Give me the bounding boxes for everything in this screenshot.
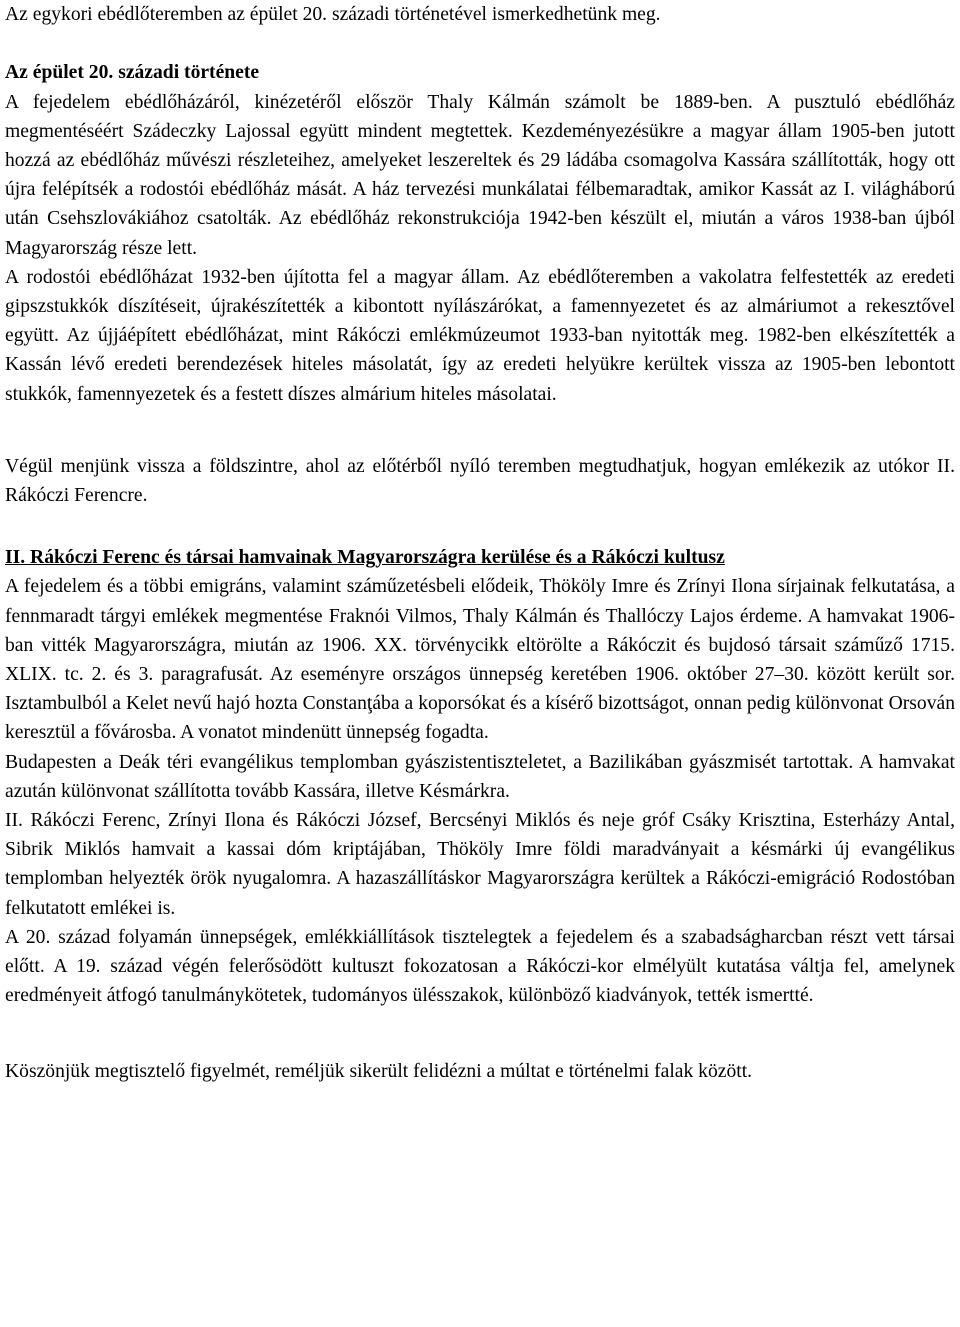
- section-heading-rakoczi-cult: II. Rákóczi Ferenc és társai hamvainak Magyarországra kerülése és a Rákóczi kultusz: [5, 547, 725, 569]
- section-heading-building-history: Az épület 20. századi története: [5, 62, 260, 84]
- closing-text: Köszönjük megtisztelő figyelmét, reméljük sikerült felidézni a múltat e történelmi falak között.: [5, 1061, 753, 1083]
- spacer: [5, 1010, 955, 1057]
- section-paragraph: A fejedelem ebédlőházáról, kinézetéről először Thaly Kálmán számolt be 1889-ben. A pusztuló ebédlőház megmentéséért Szádeczky Lajossal együtt mindent megtettek. Kezdeményezésükre a magyar állam 1905-ben jutott hozzá az ebédlőház művészi részleteihez, amelyeket leszereltek és 29 ládába csomagolva Kassára szállították, hogy ott újra felépítsék a rodostói ebédlőház mását. A ház tervezési munkálatai félbemaradtak, amikor Kassát az I. világháború után Csehszlovákiához csatolták. Az ebédlőház rekonstrukciója 1942-ben készült el, miután a város 1938-ban újból Magyarország része lett.: [5, 91, 955, 259]
- document-page: [5, 0, 955, 1087]
- spacer: [5, 29, 955, 58]
- section-paragraph: A fejedelem és a többi emigráns, valamint száműzetésbeli elődeik, Thököly Imre és Zrínyi Ilona sírjainak felkutatása, a fennmaradt tárgyi emlékek megmentése Fraknói Vilmos, Thaly Kálmán és Thallóczy Lajos érdeme. A hamvakat 1906-ban vitték Magyarországra, miután az 1906. XX. törvénycikk eltörölte a Rákóczit és bujdosó társait száműző 1715. XLIX. tc. 2. és 3. paragrafusát. Az eseményre országos ünnepség keretében 1906. október 27–30. között került sor. Isztambulból a Kelet nevű hajó hozta Constanţába a koporsókat és a kísérő bizottságot, onnan pedig különvonat Orsován keresztül a fővárosba. A vonatot mindenütt ünnepség fogadta.: [5, 576, 955, 744]
- spacer: [5, 409, 955, 452]
- section-paragraph: Budapesten a Deák téri evangélikus templomban gyászistentiszteletet, a Bazilikában gyászmisét tartottak. A hamvakat azután különvonat szállította tovább Kassára, illetve Késmárkra.: [5, 751, 955, 802]
- transition-text: Végül menjünk vissza a földszintre, ahol az előtérből nyíló teremben megtudhatjuk, hogyan emlékezik az utókor II. Rákóczi Ferencre.: [5, 455, 955, 507]
- section-paragraph: II. Rákóczi Ferenc, Zrínyi Ilona és Rákóczi József, Bercsényi Miklós és neje gróf Csáky Krisztina, Esterházy Antal, Sibrik Miklós hamvait a kassai dóm kriptájában, Thököly Imre földi maradványait a késmárki új evangélikus templomban helyezték örök nyugalomra. A hazaszállításkor Magyarországra kerültek a Rákóczi-emigráció Rodostóban felkutatott emlékei is.: [5, 810, 955, 919]
- section-paragraph: A 20. század folyamán ünnepségek, emlékkiállítások tisztelegtek a fejedelem és a szabadságharcban részt vett társai előtt. A 19. század végén felerősödött kultuszt fokozatosan a Rákóczi-kor elmélyült kutatása váltja fel, amelynek eredményeit átfogó tanulmánykötetek, tudományos ülésszakok, különböző kiadványok, tették ismertté.: [5, 926, 955, 1007]
- intro-text: Az egykori ebédlőteremben az épület 20. századi történetével ismerkedhetünk meg.: [5, 4, 661, 25]
- section-paragraph: A rodostói ebédlőházat 1932-ben újította fel a magyar állam. Az ebédlőteremben a vakolatra felfestették az eredeti gipszstukkók díszítéseit, újrakészítették a kibontott nyílászárókat, a famennyezetet és az almáriumot a rekesztővel együtt. Az újjáépített ebédlőházat, mint Rákóczi emlékmúzeumot 1933-ban nyitották meg. 1982-ben elkészítették a Kassán lévő eredeti berendezések hiteles másolatát, így az eredeti helyükre kerültek vissza az 1905-ben lebontott stukkók, famennyezetek és a festett díszes almárium hiteles másolatai.: [5, 266, 955, 405]
- spacer: [5, 510, 955, 543]
